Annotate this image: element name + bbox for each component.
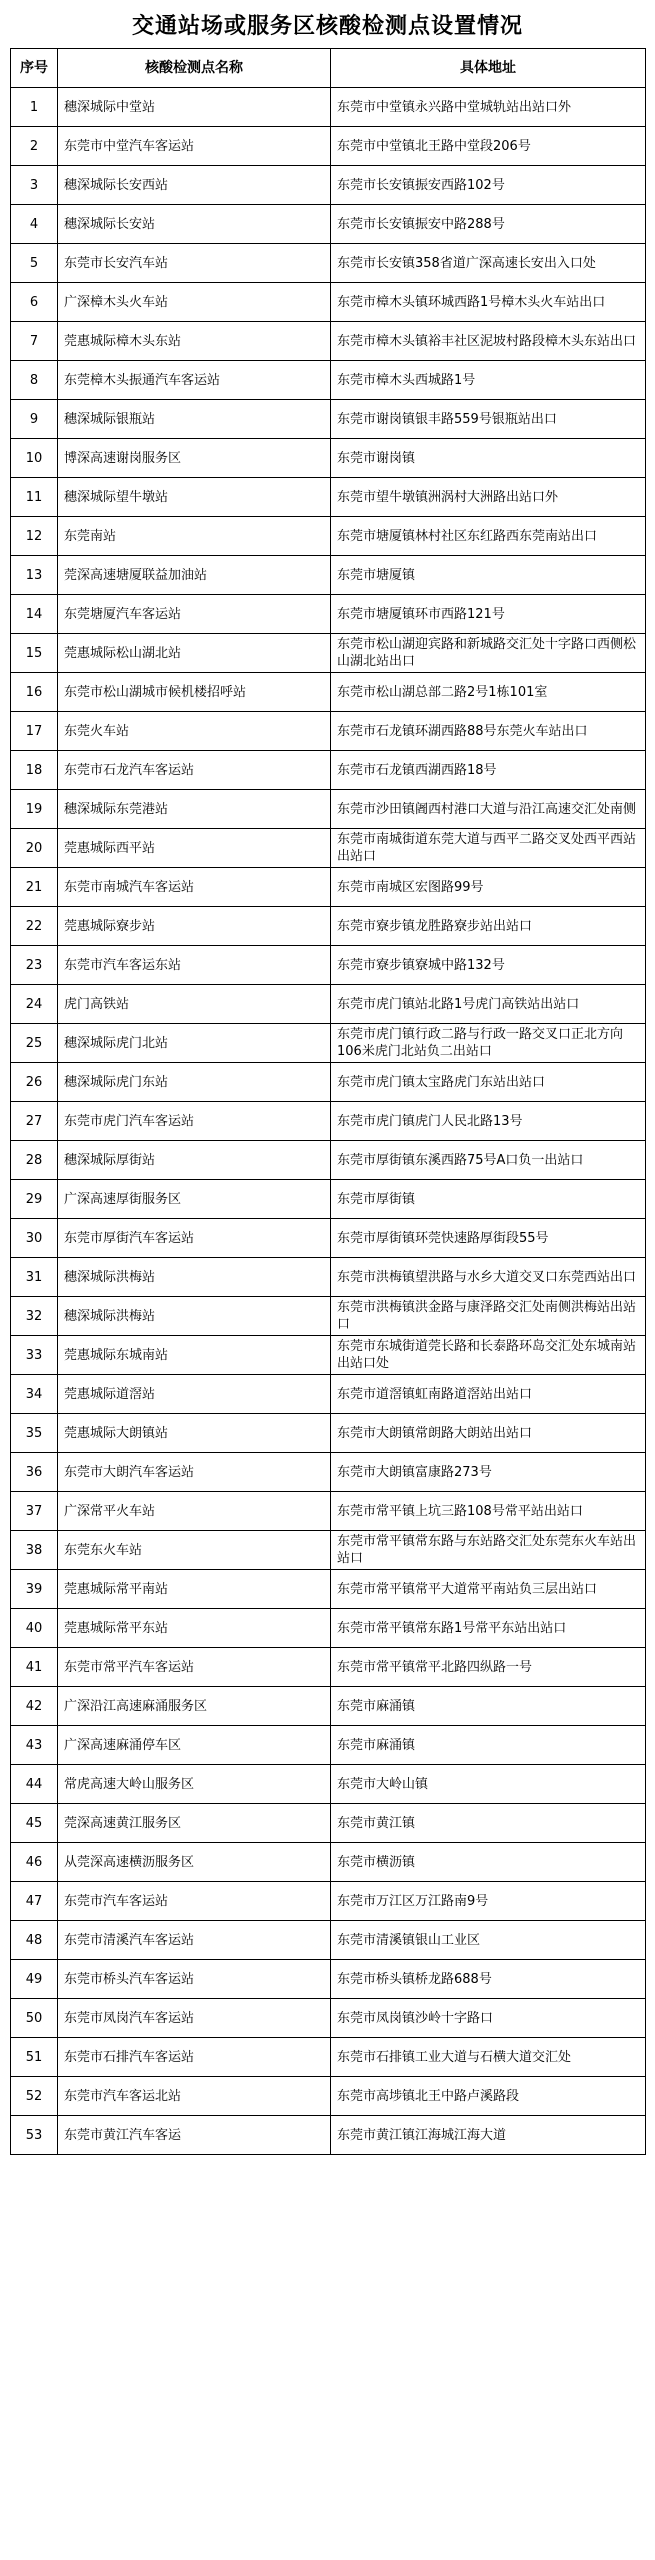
row-index: 23	[11, 946, 58, 985]
site-name: 东莞火车站	[58, 712, 331, 751]
table-row	[11, 1531, 646, 1570]
site-address: 东莞市石龙镇环湖西路88号东莞火车站出口	[331, 712, 646, 751]
site-address: 东莞市常平镇常平大道常平南站负三层出站口	[331, 1570, 646, 1609]
site-address: 东莞市桥头镇桥龙路688号	[331, 1960, 646, 1999]
table-row	[11, 1297, 646, 1336]
row-index: 4	[11, 205, 58, 244]
table-row	[11, 1180, 646, 1219]
row-index: 33	[11, 1336, 58, 1375]
site-address: 东莞市寮步镇龙胜路寮步站出站口	[331, 907, 646, 946]
site-name: 广深高速厚街服务区	[58, 1180, 331, 1219]
site-name: 广深常平火车站	[58, 1492, 331, 1531]
site-name: 莞惠城际常平东站	[58, 1609, 331, 1648]
site-address: 东莞市常平镇上坑三路108号常平站出站口	[331, 1492, 646, 1531]
testing-sites-table	[10, 48, 646, 2155]
row-index: 31	[11, 1258, 58, 1297]
site-address: 东莞市清溪镇银山工业区	[331, 1921, 646, 1960]
table-row	[11, 751, 646, 790]
site-address: 东莞市长安镇358省道广深高速长安出入口处	[331, 244, 646, 283]
row-index: 22	[11, 907, 58, 946]
site-name: 东莞市黄江汽车客运	[58, 2116, 331, 2155]
table-row	[11, 1648, 646, 1687]
site-address: 东莞市石排镇工业大道与石横大道交汇处	[331, 2038, 646, 2077]
site-name: 东莞市长安汽车站	[58, 244, 331, 283]
site-address: 东莞市厚街镇	[331, 1180, 646, 1219]
site-name: 东莞市虎门汽车客运站	[58, 1102, 331, 1141]
site-name: 常虎高速大岭山服务区	[58, 1765, 331, 1804]
table-row	[11, 1219, 646, 1258]
site-name: 穗深城际洪梅站	[58, 1297, 331, 1336]
site-address: 东莞市麻涌镇	[331, 1687, 646, 1726]
site-address: 东莞市寮步镇寮城中路132号	[331, 946, 646, 985]
row-index: 49	[11, 1960, 58, 1999]
site-name: 莞惠城际常平南站	[58, 1570, 331, 1609]
site-name: 穗深城际洪梅站	[58, 1258, 331, 1297]
site-address: 东莞市樟木头西城路1号	[331, 361, 646, 400]
site-name: 广深樟木头火车站	[58, 283, 331, 322]
site-name: 穗深城际银瓶站	[58, 400, 331, 439]
row-index: 8	[11, 361, 58, 400]
site-address: 东莞市塘厦镇林村社区东红路西东莞南站出口	[331, 517, 646, 556]
site-name: 穗深城际厚街站	[58, 1141, 331, 1180]
site-address: 东莞市常平镇常东路1号常平东站出站口	[331, 1609, 646, 1648]
site-name: 虎门高铁站	[58, 985, 331, 1024]
site-name: 东莞市常平汽车客运站	[58, 1648, 331, 1687]
site-name: 莞惠城际西平站	[58, 829, 331, 868]
row-index: 52	[11, 2077, 58, 2116]
table-row	[11, 1492, 646, 1531]
table-row	[11, 790, 646, 829]
table-row	[11, 361, 646, 400]
row-index: 11	[11, 478, 58, 517]
row-index: 30	[11, 1219, 58, 1258]
site-address: 东莞市望牛墩镇洲涡村大洲路出站口外	[331, 478, 646, 517]
site-address: 东莞市樟木头镇环城西路1号樟木头火车站出口	[331, 283, 646, 322]
row-index: 21	[11, 868, 58, 907]
table-row	[11, 1843, 646, 1882]
site-address: 东莞市万江区万江路南9号	[331, 1882, 646, 1921]
site-name: 东莞市松山湖城市候机楼招呼站	[58, 673, 331, 712]
table-row	[11, 2116, 646, 2155]
site-address: 东莞市横沥镇	[331, 1843, 646, 1882]
site-address: 东莞市大岭山镇	[331, 1765, 646, 1804]
site-address: 东莞市长安镇振安西路102号	[331, 166, 646, 205]
site-name: 东莞市南城汽车客运站	[58, 868, 331, 907]
row-index: 28	[11, 1141, 58, 1180]
site-name: 莞惠城际大朗镇站	[58, 1414, 331, 1453]
site-address: 东莞市黄江镇	[331, 1804, 646, 1843]
table-row	[11, 1375, 646, 1414]
site-address: 东莞市厚街镇东溪西路75号A口负一出站口	[331, 1141, 646, 1180]
row-index: 38	[11, 1531, 58, 1570]
row-index: 50	[11, 1999, 58, 2038]
site-name: 莞惠城际寮步站	[58, 907, 331, 946]
site-address: 东莞市洪梅镇洪金路与康泽路交汇处南侧洪梅站出站口	[331, 1297, 646, 1336]
table-row	[11, 400, 646, 439]
table-row	[11, 868, 646, 907]
site-name: 从莞深高速横沥服务区	[58, 1843, 331, 1882]
row-index: 34	[11, 1375, 58, 1414]
site-name: 东莞市中堂汽车客运站	[58, 127, 331, 166]
row-index: 39	[11, 1570, 58, 1609]
table-row	[11, 1570, 646, 1609]
table-row	[11, 556, 646, 595]
site-name: 莞深高速塘厦联益加油站	[58, 556, 331, 595]
site-address: 东莞市石龙镇西湖西路18号	[331, 751, 646, 790]
table-row	[11, 1336, 646, 1375]
site-address: 东莞市谢岗镇银丰路559号银瓶站出口	[331, 400, 646, 439]
row-index: 9	[11, 400, 58, 439]
site-name: 东莞市石排汽车客运站	[58, 2038, 331, 2077]
row-index: 16	[11, 673, 58, 712]
table-row	[11, 517, 646, 556]
row-index: 13	[11, 556, 58, 595]
site-name: 莞惠城际道滘站	[58, 1375, 331, 1414]
site-address: 东莞市南城街道东莞大道与西平二路交叉处西平西站出站口	[331, 829, 646, 868]
table-row	[11, 712, 646, 751]
table-body	[11, 88, 646, 2155]
site-address: 东莞市虎门镇虎门人民北路13号	[331, 1102, 646, 1141]
table-row	[11, 595, 646, 634]
site-address: 东莞市中堂镇永兴路中堂城轨站出站口外	[331, 88, 646, 127]
site-name: 东莞市石龙汽车客运站	[58, 751, 331, 790]
site-name: 穗深城际长安站	[58, 205, 331, 244]
site-address: 东莞市黄江镇江海城江海大道	[331, 2116, 646, 2155]
row-index: 5	[11, 244, 58, 283]
site-name: 东莞市厚街汽车客运站	[58, 1219, 331, 1258]
site-name: 穗深城际长安西站	[58, 166, 331, 205]
table-row	[11, 1765, 646, 1804]
site-name: 穗深城际虎门东站	[58, 1063, 331, 1102]
table-row	[11, 88, 646, 127]
row-index: 17	[11, 712, 58, 751]
table-row	[11, 127, 646, 166]
site-address: 东莞市沙田镇阇西村港口大道与沿江高速交汇处南侧	[331, 790, 646, 829]
table-row	[11, 478, 646, 517]
site-address: 东莞市常平镇常东路与东站路交汇处东莞东火车站出站口	[331, 1531, 646, 1570]
table-row	[11, 1414, 646, 1453]
site-name: 穗深城际东莞港站	[58, 790, 331, 829]
row-index: 40	[11, 1609, 58, 1648]
table-row	[11, 1726, 646, 1765]
row-index: 43	[11, 1726, 58, 1765]
site-address: 东莞市松山湖总部二路2号1栋101室	[331, 673, 646, 712]
table-row	[11, 634, 646, 673]
header-address: 具体地址	[331, 49, 646, 88]
site-name: 穗深城际望牛墩站	[58, 478, 331, 517]
row-index: 46	[11, 1843, 58, 1882]
site-address: 东莞市松山湖迎宾路和新城路交汇处十字路口西侧松山湖北站出口	[331, 634, 646, 673]
row-index: 3	[11, 166, 58, 205]
site-address: 东莞市谢岗镇	[331, 439, 646, 478]
site-address: 东莞市大朗镇常朗路大朗站出站口	[331, 1414, 646, 1453]
table-row	[11, 244, 646, 283]
site-address: 东莞市高埗镇北王中路卢溪路段	[331, 2077, 646, 2116]
row-index: 35	[11, 1414, 58, 1453]
table-row	[11, 829, 646, 868]
site-name: 东莞市清溪汽车客运站	[58, 1921, 331, 1960]
site-name: 莞惠城际松山湖北站	[58, 634, 331, 673]
header-index: 序号	[11, 49, 58, 88]
row-index: 41	[11, 1648, 58, 1687]
table-row	[11, 205, 646, 244]
row-index: 51	[11, 2038, 58, 2077]
site-address: 东莞市中堂镇北王路中堂段206号	[331, 127, 646, 166]
site-address: 东莞市虎门镇太宝路虎门东站出站口	[331, 1063, 646, 1102]
site-address: 东莞市虎门镇行政二路与行政一路交叉口正北方向106米虎门北站负二出站口	[331, 1024, 646, 1063]
table-row	[11, 166, 646, 205]
site-name: 穗深城际中堂站	[58, 88, 331, 127]
row-index: 32	[11, 1297, 58, 1336]
site-name: 东莞市汽车客运东站	[58, 946, 331, 985]
row-index: 1	[11, 88, 58, 127]
site-name: 东莞市凤岗汽车客运站	[58, 1999, 331, 2038]
table-row	[11, 322, 646, 361]
table-row	[11, 1141, 646, 1180]
table-row	[11, 907, 646, 946]
site-name: 东莞市大朗汽车客运站	[58, 1453, 331, 1492]
site-name: 东莞市汽车客运站	[58, 1882, 331, 1921]
row-index: 20	[11, 829, 58, 868]
table-row	[11, 1024, 646, 1063]
table-row	[11, 1258, 646, 1297]
row-index: 26	[11, 1063, 58, 1102]
site-name: 东莞樟木头振通汽车客运站	[58, 361, 331, 400]
row-index: 14	[11, 595, 58, 634]
row-index: 44	[11, 1765, 58, 1804]
table-row	[11, 1960, 646, 1999]
site-name: 莞惠城际樟木头东站	[58, 322, 331, 361]
site-address: 东莞市麻涌镇	[331, 1726, 646, 1765]
site-name: 东莞南站	[58, 517, 331, 556]
header-site-name: 核酸检测点名称	[58, 49, 331, 88]
row-index: 53	[11, 2116, 58, 2155]
table-row	[11, 2038, 646, 2077]
table-row	[11, 1882, 646, 1921]
row-index: 29	[11, 1180, 58, 1219]
table-row	[11, 1609, 646, 1648]
table-header-row	[11, 49, 646, 88]
table-row	[11, 1804, 646, 1843]
page-title: 交通站场或服务区核酸检测点设置情况	[131, 12, 523, 39]
site-address: 东莞市塘厦镇	[331, 556, 646, 595]
site-name: 穗深城际虎门北站	[58, 1024, 331, 1063]
row-index: 25	[11, 1024, 58, 1063]
table-row	[11, 1453, 646, 1492]
table-row	[11, 673, 646, 712]
site-name: 莞深高速黄江服务区	[58, 1804, 331, 1843]
site-address: 东莞市塘厦镇环市西路121号	[331, 595, 646, 634]
row-index: 48	[11, 1921, 58, 1960]
site-name: 莞惠城际东城南站	[58, 1336, 331, 1375]
row-index: 6	[11, 283, 58, 322]
site-address: 东莞市南城区宏图路99号	[331, 868, 646, 907]
site-address: 东莞市东城街道莞长路和长泰路环岛交汇处东城南站出站口处	[331, 1336, 646, 1375]
site-name: 东莞塘厦汽车客运站	[58, 595, 331, 634]
row-index: 10	[11, 439, 58, 478]
site-name: 东莞市汽车客运北站	[58, 2077, 331, 2116]
row-index: 12	[11, 517, 58, 556]
site-address: 东莞市洪梅镇望洪路与水乡大道交叉口东莞西站出口	[331, 1258, 646, 1297]
site-address: 东莞市长安镇振安中路288号	[331, 205, 646, 244]
table-row	[11, 283, 646, 322]
site-name: 博深高速谢岗服务区	[58, 439, 331, 478]
row-index: 45	[11, 1804, 58, 1843]
site-address: 东莞市厚街镇环莞快速路厚街段55号	[331, 1219, 646, 1258]
table-row	[11, 946, 646, 985]
row-index: 47	[11, 1882, 58, 1921]
site-name: 东莞东火车站	[58, 1531, 331, 1570]
table-row	[11, 1999, 646, 2038]
site-address: 东莞市道滘镇虹南路道滘站出站口	[331, 1375, 646, 1414]
site-address: 东莞市樟木头镇裕丰社区泥坡村路段樟木头东站出口	[331, 322, 646, 361]
row-index: 42	[11, 1687, 58, 1726]
site-name: 广深沿江高速麻涌服务区	[58, 1687, 331, 1726]
table-row	[11, 985, 646, 1024]
site-address: 东莞市常平镇常平北路四纵路一号	[331, 1648, 646, 1687]
row-index: 7	[11, 322, 58, 361]
row-index: 19	[11, 790, 58, 829]
table-row	[11, 1102, 646, 1141]
row-index: 36	[11, 1453, 58, 1492]
row-index: 27	[11, 1102, 58, 1141]
site-address: 东莞市虎门镇站北路1号虎门高铁站出站口	[331, 985, 646, 1024]
site-address: 东莞市凤岗镇沙岭十字路口	[331, 1999, 646, 2038]
row-index: 18	[11, 751, 58, 790]
table-row	[11, 1063, 646, 1102]
table-row	[11, 439, 646, 478]
table-row	[11, 2077, 646, 2116]
table-row	[11, 1687, 646, 1726]
row-index: 15	[11, 634, 58, 673]
row-index: 24	[11, 985, 58, 1024]
table-row	[11, 1921, 646, 1960]
row-index: 2	[11, 127, 58, 166]
site-name: 东莞市桥头汽车客运站	[58, 1960, 331, 1999]
site-name: 广深高速麻涌停车区	[58, 1726, 331, 1765]
site-address: 东莞市大朗镇富康路273号	[331, 1453, 646, 1492]
row-index: 37	[11, 1492, 58, 1531]
